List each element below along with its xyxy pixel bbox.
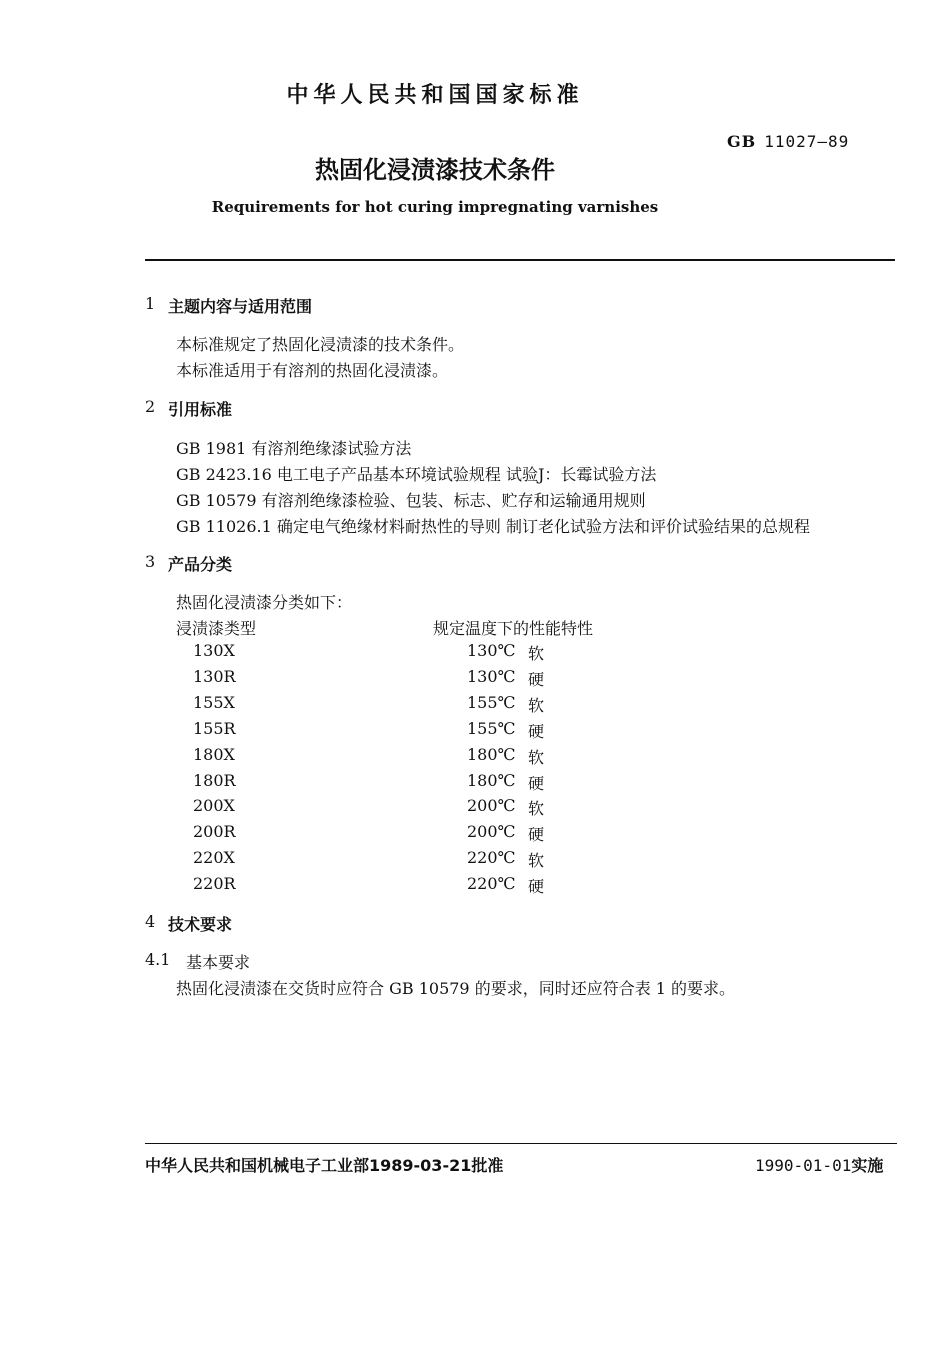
varnish-property: 硬: [528, 877, 545, 896]
section-1-para-2: 本标准适用于有溶剂的热固化浸渍漆。: [176, 361, 449, 380]
section-3-number: 3: [145, 552, 156, 571]
varnish-temperature: 200℃: [467, 796, 516, 815]
effective-date: 1990-01-01: [755, 1156, 852, 1175]
varnish-type: 130R: [193, 667, 236, 686]
reference-item: GB 11026.1 确定电气绝缘材料耐热性的导则 制订老化试验方法和评价试验结果的总规程: [176, 517, 810, 536]
document-title-en: Requirements for hot curing impregnating varnishes: [211, 198, 659, 216]
classification-intro: 热固化浸渍漆分类如下：: [176, 593, 353, 612]
reference-item: GB 1981 有溶剂绝缘漆试验方法: [176, 439, 412, 458]
varnish-temperature: 180℃: [467, 771, 516, 790]
effective-statement: [755, 1153, 883, 1176]
varnish-temperature: 155℃: [467, 719, 516, 738]
varnish-type: 200X: [193, 796, 235, 815]
reference-item: GB 10579 有溶剂绝缘漆检验、包装、标志、贮存和运输通用规则: [176, 491, 646, 510]
footer-divider: [145, 1143, 897, 1144]
column-header-type: 浸渍漆类型: [176, 619, 257, 638]
varnish-property: 硬: [528, 825, 545, 844]
section-3-title: 产品分类: [168, 555, 233, 574]
varnish-type: 220X: [193, 848, 235, 867]
varnish-temperature: 130℃: [467, 641, 516, 660]
section-1-para-1: 本标准规定了热固化浸渍漆的技术条件。: [176, 335, 465, 354]
varnish-temperature: 200℃: [467, 822, 516, 841]
varnish-property: 软: [528, 799, 545, 818]
section-1-number: 1: [145, 294, 156, 313]
section-2-title: 引用标准: [168, 400, 233, 419]
varnish-type: 200R: [193, 822, 236, 841]
section-4-title: 技术要求: [168, 915, 233, 934]
varnish-property: 软: [528, 696, 545, 715]
varnish-type: 155X: [193, 693, 235, 712]
document-title-cn: 热固化浸渍漆技术条件: [315, 156, 555, 184]
section-4-number: 4: [145, 912, 156, 931]
subsection-4-1-number: 4.1: [145, 950, 171, 969]
varnish-type: 130X: [193, 641, 235, 660]
varnish-type: 155R: [193, 719, 236, 738]
varnish-type: 220R: [193, 874, 236, 893]
standard-code: 11027—89: [764, 132, 850, 151]
national-standard-header: 中华人民共和国国家标准: [286, 83, 584, 108]
reference-item: GB 2423.16 电工电子产品基本环境试验规程 试验J：长霉试验方法: [176, 465, 657, 484]
varnish-temperature: 180℃: [467, 745, 516, 764]
varnish-property: 软: [528, 851, 545, 870]
approval-statement: 中华人民共和国机械电子工业部1989-03-21批准: [145, 1156, 504, 1175]
varnish-type: 180R: [193, 771, 236, 790]
varnish-property: 硬: [528, 774, 545, 793]
section-2-number: 2: [145, 397, 156, 416]
standard-number: [727, 132, 849, 151]
varnish-temperature: 220℃: [467, 874, 516, 893]
varnish-temperature: 155℃: [467, 693, 516, 712]
section-4-para: 热固化浸渍漆在交货时应符合 GB 10579 的要求，同时还应符合表 1 的要求。: [176, 979, 736, 998]
effective-label: 实施: [851, 1156, 884, 1175]
varnish-property: 硬: [528, 670, 545, 689]
varnish-temperature: 220℃: [467, 848, 516, 867]
varnish-property: 硬: [528, 722, 545, 741]
column-header-characteristics: 规定温度下的性能特性: [433, 619, 594, 638]
varnish-temperature: 130℃: [467, 667, 516, 686]
varnish-property: 软: [528, 644, 545, 663]
varnish-type: 180X: [193, 745, 235, 764]
subsection-4-1-title: 基本要求: [186, 953, 251, 972]
varnish-property: 软: [528, 748, 545, 767]
standard-prefix: GB: [727, 132, 757, 151]
header-divider: [145, 259, 895, 261]
section-1-title: 主题内容与适用范围: [168, 297, 313, 316]
